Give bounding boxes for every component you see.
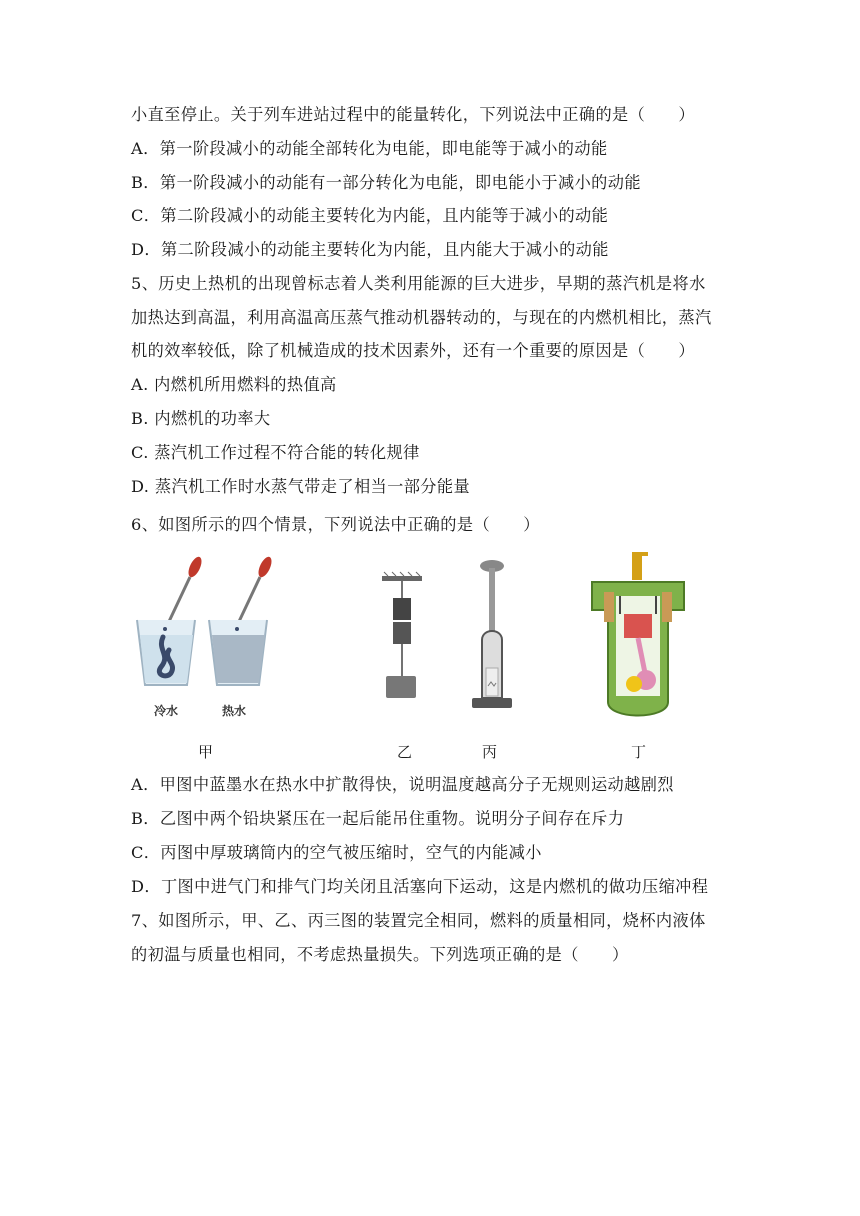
figure-label-bing: 丙 — [482, 743, 498, 761]
beaker-hot-icon — [209, 620, 267, 685]
q5-stem-line-2: 加热达到高温，利用高温高压蒸气推动机器转动的，与现在的内燃机相比，蒸汽 — [131, 308, 712, 327]
glass-cylinder-icon — [472, 560, 512, 708]
q5-stem-line-3: 机的效率较低，除了机械造成的技术因素外，还有一个重要的原因是（ ） — [131, 341, 695, 360]
q6-option-a: A．甲图中蓝墨水在热水中扩散得快，说明温度越高分子无规则运动越剧烈 — [131, 775, 674, 794]
engine-icon — [592, 552, 684, 716]
q5-option-b: B. 内燃机的功率大 — [131, 409, 271, 428]
figure-bing-glass-cylinder — [468, 558, 516, 718]
figure-jia-diffusion — [135, 555, 275, 720]
figure-yi-lead-blocks — [378, 572, 428, 717]
q4-option-d: D．第二阶段减小的动能主要转化为内能，且内能大于减小的动能 — [131, 240, 609, 259]
beaker-cold-icon — [137, 620, 195, 685]
q4-option-a: A．第一阶段减小的动能全部转化为电能，即电能等于减小的动能 — [131, 139, 608, 158]
figure-label-ding: 丁 — [631, 743, 647, 761]
q4-option-b: B．第一阶段减小的动能有一部分转化为电能，即电能小于减小的动能 — [131, 173, 641, 192]
q5-stem-line-1: 5、历史上热机的出现曾标志着人类利用能源的巨大进步，早期的蒸汽机是将水 — [131, 274, 706, 293]
q4-stem-tail: 小直至停止。关于列车进站过程中的能量转化，下列说法中正确的是（ ） — [131, 105, 695, 124]
q5-option-a: A. 内燃机所用燃料的热值高 — [131, 375, 337, 394]
q5-option-d: D. 蒸汽机工作时水蒸气带走了相当一部分能量 — [131, 477, 471, 496]
figure-ding-engine — [588, 552, 688, 722]
q7-stem-line-2: 的初温与质量也相同，不考虑热量损失。下列选项正确的是（ ） — [131, 945, 629, 964]
figure-label-yi: 乙 — [397, 743, 413, 761]
q6-stem: 6、如图所示的四个情景，下列说法中正确的是（ ） — [131, 515, 540, 534]
caption-cold-water: 冷水 — [154, 704, 179, 718]
q5-option-c: C. 蒸汽机工作过程不符合能的转化规律 — [131, 443, 420, 462]
figure-label-jia: 甲 — [198, 743, 214, 761]
caption-hot-water: 热水 — [222, 704, 247, 718]
q7-stem-line-1: 7、如图所示，甲、乙、丙三图的装置完全相同，燃料的质量相同，烧杯内液体 — [131, 911, 706, 930]
q4-option-c: C．第二阶段减小的动能主要转化为内能，且内能等于减小的动能 — [131, 206, 609, 225]
q6-option-c: C．丙图中厚玻璃筒内的空气被压缩时，空气的内能减小 — [131, 843, 542, 862]
q6-option-b: B．乙图中两个铅块紧压在一起后能吊住重物。说明分子间存在斥力 — [131, 809, 625, 828]
q6-option-d: D．丁图中进气门和排气门均关闭且活塞向下运动，这是内燃机的做功压缩冲程 — [131, 877, 709, 896]
lead-blocks-icon — [382, 572, 422, 698]
